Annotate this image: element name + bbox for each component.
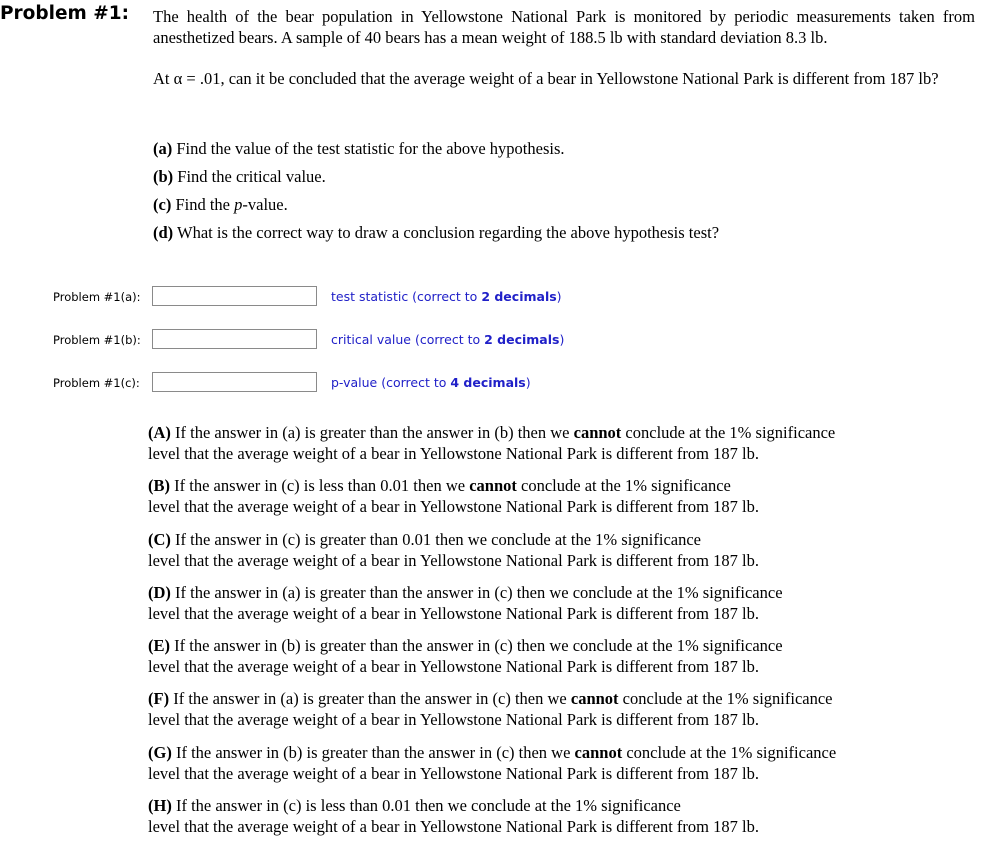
option-g: (G) If the answer in (b) is greater than the answer in (c) then we cannot conclude at the 1% significance level that the average weight of a bear in Yellowstone National Park is different from 187 lb.: [148, 743, 837, 783]
answer-input-c[interactable]: [152, 372, 317, 392]
answer-hint-b: critical value (correct to 2 decimals): [331, 332, 565, 347]
part-b-text: Find the critical value.: [177, 167, 326, 186]
answer-label-b: Problem #1(b):: [53, 333, 141, 347]
answer-hint-a: test statistic (correct to 2 decimals): [331, 289, 562, 304]
part-b-label: (b): [153, 167, 174, 186]
part-d-label: (d): [153, 223, 174, 242]
problem-heading: Problem #1:: [0, 3, 130, 24]
part-a: [153, 139, 565, 159]
answer-input-b[interactable]: [152, 329, 317, 349]
answer-label-c: Problem #1(c):: [53, 376, 140, 390]
part-a-text: Find the value of the test statistic for the above hypothesis.: [176, 139, 565, 158]
option-f: (F) If the answer in (a) is greater than the answer in (c) then we cannot conclude at the 1% significance level that the average weight of a bear in Yellowstone National Park is different from 187 lb.: [148, 689, 833, 729]
option-e: (E) If the answer in (b) is greater than the answer in (c) then we conclude at the 1% significance level that the average weight of a bear in Yellowstone National Park is different from 187 lb.: [148, 636, 783, 676]
part-d-text: What is the correct way to draw a conclusion regarding the above hypothesis test?: [177, 223, 720, 242]
part-b: [153, 167, 326, 187]
option-d: (D) If the answer in (a) is greater than the answer in (c) then we conclude at the 1% significance level that the average weight of a bear in Yellowstone National Park is different from 187 lb.: [148, 583, 783, 623]
part-c: [153, 195, 288, 215]
part-c-text: Find the p-value.: [175, 195, 288, 214]
answer-row-c: [0, 372, 985, 394]
option-c: (C) If the answer in (c) is greater than 0.01 then we conclude at the 1% significance level that the average weight of a bear in Yellowstone National Park is different from 187 lb.: [148, 530, 759, 570]
problem-question: At α = .01, can it be concluded that the average weight of a bear in Yellowstone National Park is different from 187 lb?: [153, 69, 939, 88]
answer-label-a: Problem #1(a):: [53, 290, 141, 304]
part-c-label: (c): [153, 195, 172, 214]
answer-row-a: [0, 286, 985, 308]
answer-row-b: [0, 329, 985, 351]
answer-input-a[interactable]: [152, 286, 317, 306]
option-h: (H) If the answer in (c) is less than 0.01 then we conclude at the 1% significance level that the average weight of a bear in Yellowstone National Park is different from 187 lb.: [148, 796, 759, 836]
option-a: (A) If the answer in (a) is greater than the answer in (b) then we cannot conclude at the 1% significance level that the average weight of a bear in Yellowstone National Park is different from 187 lb.: [148, 423, 836, 463]
answer-hint-c: p-value (correct to 4 decimals): [331, 375, 531, 390]
part-d: [153, 223, 719, 243]
option-b: (B) If the answer in (c) is less than 0.01 then we cannot conclude at the 1% significance level that the average weight of a bear in Yellowstone National Park is different from 187 lb.: [148, 476, 759, 516]
problem-intro: The health of the bear population in Yellowstone National Park is monitored by periodic measurements taken from anesthetized bears. A sample of 40 bears has a mean weight of 188.5 lb with standard deviation 8.3 lb.: [153, 7, 975, 47]
part-a-label: (a): [153, 139, 173, 158]
